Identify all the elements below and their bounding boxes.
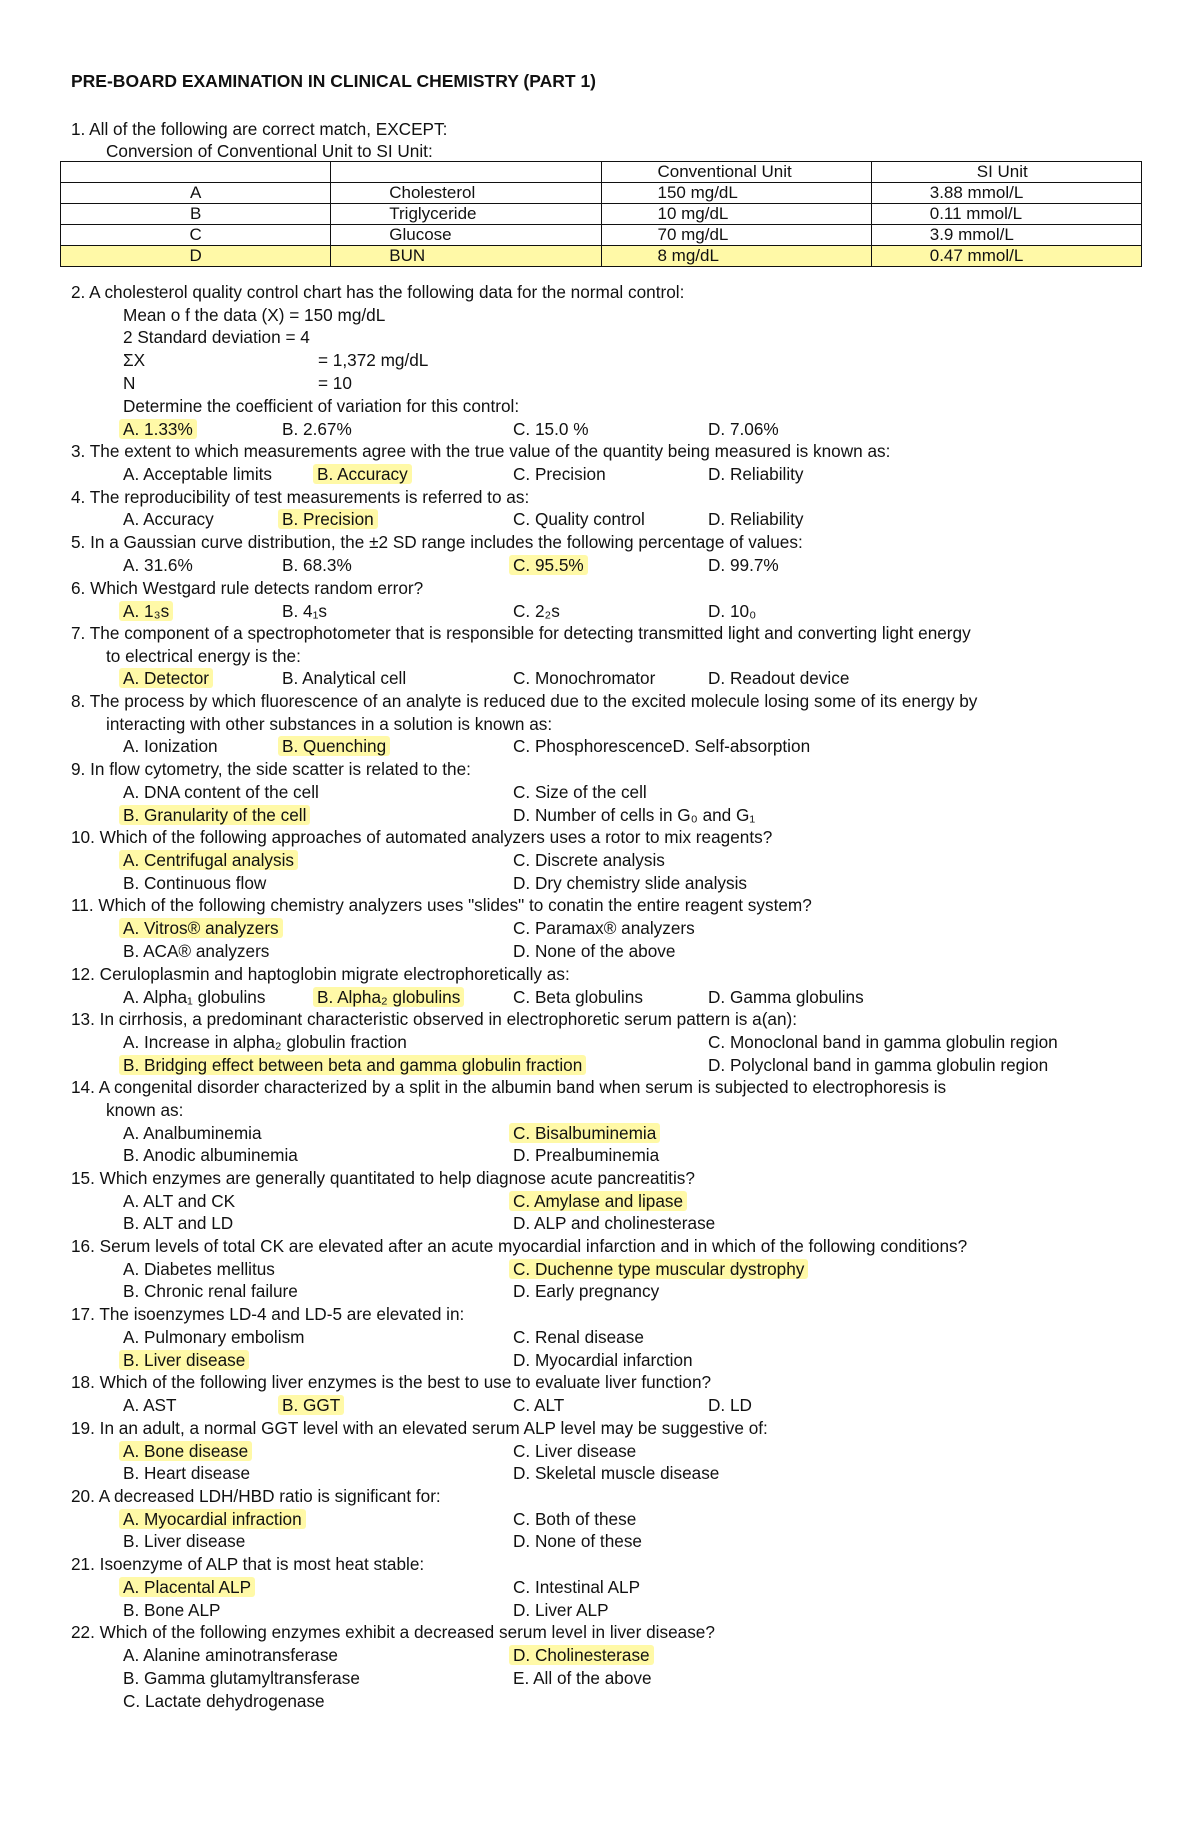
- text-line: [123, 1258, 275, 1280]
- line-text: D. ALP and cholinesterase: [513, 1213, 716, 1233]
- text-line: [513, 1599, 609, 1621]
- highlighted-text: B. Accuracy: [313, 464, 412, 484]
- table-cell: 0.11 mmol/L: [871, 204, 1141, 225]
- text-line: [513, 600, 560, 622]
- text-line: [106, 140, 433, 162]
- text-line: [71, 1621, 715, 1643]
- line-text: A. Pulmonary embolism: [123, 1327, 305, 1347]
- line-text: B. Anodic albuminemia: [123, 1145, 298, 1165]
- table-cell: 8 mg/dL: [601, 246, 871, 267]
- line-text: 9. In flow cytometry, the side scatter is related to the:: [71, 759, 471, 779]
- highlighted-answer-line: [513, 554, 588, 576]
- line-text: B. Chronic renal failure: [123, 1281, 298, 1301]
- highlighted-text: A. Detector: [119, 668, 213, 688]
- line-text: interacting with other substances in a solution is known as:: [106, 714, 553, 734]
- line-text: C. Liver disease: [513, 1441, 637, 1461]
- line-text: B. Continuous flow: [123, 873, 267, 893]
- text-line: [123, 1212, 233, 1234]
- text-line: [708, 986, 864, 1008]
- line-text: C. Precision: [513, 464, 606, 484]
- line-text: A. Acceptable limits: [123, 464, 273, 484]
- table-header-row: [61, 162, 1142, 183]
- table-cell: Cholesterol: [331, 183, 601, 204]
- line-text: A. Ionization: [123, 736, 218, 756]
- text-line: [123, 1190, 235, 1212]
- text-line: [123, 463, 272, 485]
- text-line: [71, 758, 471, 780]
- text-line: [708, 1031, 1058, 1053]
- text-line: [318, 349, 428, 371]
- highlighted-text: A. Bone disease: [119, 1441, 252, 1461]
- highlighted-answer-line: [123, 917, 283, 939]
- text-line: [123, 1462, 250, 1484]
- table-row: [61, 204, 1142, 225]
- highlighted-answer-line: [123, 804, 310, 826]
- line-text: D. Early pregnancy: [513, 1281, 660, 1301]
- text-line: [123, 781, 319, 803]
- text-line: [513, 917, 695, 939]
- line-text: D. 10₀: [708, 601, 757, 621]
- text-line: [123, 304, 385, 326]
- line-text: Conversion of Conventional Unit to SI Unit:: [106, 141, 433, 161]
- line-text: C. Renal disease: [513, 1327, 644, 1347]
- line-text: 8. The process by which fluorescence of an analyte is reduced due to the excited molecule losing some of its energy by: [71, 691, 978, 711]
- text-line: [513, 1576, 640, 1598]
- table-cell: 150 mg/dL: [601, 183, 871, 204]
- line-text: 12. Ceruloplasmin and haptoglobin migrate electrophoretically as:: [71, 964, 570, 984]
- highlighted-answer-line: [123, 1054, 586, 1076]
- text-line: [123, 872, 266, 894]
- line-text: 2. A cholesterol quality control chart has the following data for the normal control:: [71, 282, 685, 302]
- text-line: [106, 645, 301, 667]
- line-text: D. Reliability: [708, 509, 804, 529]
- line-text: 22. Which of the following enzymes exhibit a decreased serum level in liver disease?: [71, 1622, 715, 1642]
- highlighted-answer-line: [513, 1190, 687, 1212]
- line-text: D. 7.06%: [708, 419, 779, 439]
- line-text: D. Skeletal muscle disease: [513, 1463, 720, 1483]
- text-line: [71, 1371, 711, 1393]
- line-text: 13. In cirrhosis, a predominant characteristic observed in electrophoretic serum pattern is a(an):: [71, 1009, 798, 1029]
- text-line: [123, 986, 265, 1008]
- text-line: [513, 1326, 644, 1348]
- text-line: [282, 600, 327, 622]
- line-text: B. Gamma glutamyltransferase: [123, 1668, 360, 1688]
- table-cell: 70 mg/dL: [601, 225, 871, 246]
- table-cell: 3.88 mmol/L: [871, 183, 1141, 204]
- text-line: [708, 600, 756, 622]
- text-line: [71, 486, 529, 508]
- text-line: [71, 440, 890, 462]
- text-line: [123, 940, 269, 962]
- table-header-cell: Conventional Unit: [601, 162, 871, 183]
- line-text: D. Polyclonal band in gamma globulin region: [708, 1055, 1049, 1075]
- text-line: [71, 1303, 464, 1325]
- highlighted-text: A. Centrifugal analysis: [119, 850, 298, 870]
- highlighted-text: C. Amylase and lipase: [509, 1191, 687, 1211]
- line-text: 6. Which Westgard rule detects random error?: [71, 578, 424, 598]
- table-cell: Triglyceride: [331, 204, 601, 225]
- text-line: [123, 326, 310, 348]
- highlighted-answer-line: [317, 463, 412, 485]
- line-text: 14. A congenital disorder characterized by a split in the albumin band when serum is subjected to electrophoresis is: [71, 1077, 947, 1097]
- line-text: D. Number of cells in G₀ and G₁: [513, 805, 756, 825]
- text-line: [513, 1667, 652, 1689]
- text-line: [123, 735, 218, 757]
- text-line: [71, 1417, 768, 1439]
- line-text: 4. The reproducibility of test measurements is referred to as:: [71, 487, 530, 507]
- line-text: C. 2₂s: [513, 601, 560, 621]
- line-text: A. ALT and CK: [123, 1191, 236, 1211]
- highlighted-answer-line: [123, 667, 213, 689]
- line-text: D. Dry chemistry slide analysis: [513, 873, 747, 893]
- table-cell: 3.9 mmol/L: [871, 225, 1141, 246]
- line-text: C. 15.0 %: [513, 419, 589, 439]
- table-row: [61, 183, 1142, 204]
- text-line: [513, 986, 643, 1008]
- text-line: [71, 1235, 967, 1257]
- text-line: [708, 667, 849, 689]
- line-text: C. Beta globulins: [513, 987, 643, 1007]
- text-line: [71, 963, 570, 985]
- table-cell: A: [61, 183, 331, 204]
- text-line: [282, 554, 352, 576]
- table-header-cell: [61, 162, 331, 183]
- text-line: [708, 554, 779, 576]
- highlighted-answer-line: [123, 1508, 306, 1530]
- text-line: [123, 1644, 338, 1666]
- line-text: C. Size of the cell: [513, 782, 647, 802]
- line-text: 19. In an adult, a normal GGT level with an elevated serum ALP level may be suggestive of:: [71, 1418, 768, 1438]
- table-cell: C: [61, 225, 331, 246]
- line-text: C. Monochromator: [513, 668, 656, 688]
- highlighted-answer-line: [513, 1644, 654, 1666]
- line-text: B. 4₁s: [282, 601, 327, 621]
- text-line: [708, 1054, 1048, 1076]
- text-line: [513, 735, 810, 757]
- highlighted-answer-line: [282, 735, 390, 757]
- highlighted-answer-line: [123, 418, 197, 440]
- line-text: B. Analytical cell: [282, 668, 407, 688]
- text-line: [513, 1394, 564, 1416]
- highlighted-answer-line: [282, 1394, 344, 1416]
- text-line: [123, 1144, 298, 1166]
- text-line: [282, 667, 406, 689]
- line-text: 21. Isoenzyme of ALP that is most heat stable:: [71, 1554, 425, 1574]
- text-line: [513, 1349, 693, 1371]
- line-text: Mean o f the data (X) = 150 mg/dL: [123, 305, 386, 325]
- line-text: 18. Which of the following liver enzymes is the best to use to evaluate liver function?: [71, 1372, 712, 1392]
- text-line: [513, 1144, 659, 1166]
- text-line: [71, 1167, 695, 1189]
- text-line: [106, 1099, 183, 1121]
- text-line: [71, 1485, 441, 1507]
- line-text: C. Discrete analysis: [513, 850, 665, 870]
- text-line: [513, 872, 747, 894]
- highlighted-text: B. Quenching: [278, 736, 390, 756]
- conversion-table: [60, 161, 1142, 267]
- line-text: 5. In a Gaussian curve distribution, the ±2 SD range includes the following percentage of values:: [71, 532, 803, 552]
- text-line: [513, 418, 588, 440]
- highlighted-text: A. 1.33%: [119, 419, 197, 439]
- text-line: [71, 1008, 797, 1030]
- text-line: [123, 508, 214, 530]
- line-text: A. DNA content of the cell: [123, 782, 319, 802]
- line-text: D. Reliability: [708, 464, 804, 484]
- line-text: C. PhosphorescenceD. Self-absorption: [513, 736, 811, 756]
- table-row: [61, 225, 1142, 246]
- text-line: [123, 1667, 360, 1689]
- text-line: [708, 463, 804, 485]
- line-text: A. Alanine aminotransferase: [123, 1645, 338, 1665]
- line-text: C. Monoclonal band in gamma globulin region: [708, 1032, 1058, 1052]
- line-text: 1. All of the following are correct match, EXCEPT:: [71, 119, 448, 139]
- text-line: [71, 894, 812, 916]
- text-line: [123, 349, 145, 371]
- line-text: C. Intestinal ALP: [513, 1577, 641, 1597]
- text-line: [123, 1530, 245, 1552]
- table-row-highlighted: [61, 246, 1142, 267]
- highlighted-text: B. Granularity of the cell: [119, 805, 310, 825]
- text-line: [123, 1394, 177, 1416]
- line-text: 17. The isoenzymes LD-4 and LD-5 are elevated in:: [71, 1304, 465, 1324]
- text-line: [282, 418, 352, 440]
- line-text: A. Diabetes mellitus: [123, 1259, 275, 1279]
- highlighted-text: B. Alpha₂ globulins: [313, 987, 464, 1007]
- line-text: B. 68.3%: [282, 555, 352, 575]
- text-line: [513, 1462, 719, 1484]
- text-line: [71, 826, 772, 848]
- text-line: [106, 713, 552, 735]
- text-line: [123, 1599, 220, 1621]
- text-line: [71, 690, 977, 712]
- text-line: [513, 940, 675, 962]
- text-line: [123, 395, 519, 417]
- text-line: [513, 781, 647, 803]
- table-cell: 0.47 mmol/L: [871, 246, 1141, 267]
- text-line: [513, 1508, 636, 1530]
- line-text: D. None of these: [513, 1531, 642, 1551]
- highlighted-text: A. Vitros® analyzers: [119, 918, 283, 938]
- text-line: [123, 1122, 262, 1144]
- text-line: [513, 1280, 659, 1302]
- text-line: [708, 508, 804, 530]
- line-text: known as:: [106, 1100, 184, 1120]
- highlighted-text: B. Bridging effect between beta and gamma globulin fraction: [119, 1055, 586, 1075]
- line-text: 20. A decreased LDH/HBD ratio is significant for:: [71, 1486, 441, 1506]
- line-text: D. Gamma globulins: [708, 987, 864, 1007]
- table-header-cell: [331, 162, 601, 183]
- page-title: PRE-BOARD EXAMINATION IN CLINICAL CHEMISTRY (PART 1): [71, 71, 597, 91]
- line-text: ΣX: [123, 350, 146, 370]
- line-text: B. Heart disease: [123, 1463, 251, 1483]
- text-line: [708, 418, 779, 440]
- table-cell: D: [61, 246, 331, 267]
- table-cell: BUN: [331, 246, 601, 267]
- table-cell: B: [61, 204, 331, 225]
- text-line: [123, 1031, 407, 1053]
- line-text: N: [123, 373, 136, 393]
- text-line: [71, 1076, 946, 1098]
- highlighted-text: B. GGT: [278, 1395, 344, 1415]
- text-line: [513, 849, 665, 871]
- text-line: [71, 577, 423, 599]
- highlighted-text: D. Cholinesterase: [509, 1645, 654, 1665]
- line-text: D. LD: [708, 1395, 752, 1415]
- text-line: [513, 508, 645, 530]
- table-header-cell: SI Unit: [871, 162, 1141, 183]
- highlighted-answer-line: [513, 1258, 808, 1280]
- line-text: D. None of the above: [513, 941, 676, 961]
- highlighted-text: B. Precision: [278, 509, 378, 529]
- text-line: [513, 1530, 642, 1552]
- highlighted-text: A. 1₃s: [119, 601, 173, 621]
- highlighted-answer-line: [513, 1122, 660, 1144]
- line-text: C. Paramax® analyzers: [513, 918, 695, 938]
- line-text: D. Readout device: [708, 668, 850, 688]
- line-text: C. ALT: [513, 1395, 565, 1415]
- line-text: A. Accuracy: [123, 509, 214, 529]
- line-text: D. Liver ALP: [513, 1600, 609, 1620]
- text-line: [71, 531, 803, 553]
- text-line: [318, 372, 352, 394]
- text-line: [513, 463, 606, 485]
- line-text: A. Alpha₁ globulins: [123, 987, 266, 1007]
- text-line: [71, 281, 684, 303]
- line-text: A. Increase in alpha₂ globulin fraction: [123, 1032, 407, 1052]
- text-line: [71, 622, 971, 644]
- line-text: 10. Which of the following approaches of automated analyzers uses a rotor to mix reagents?: [71, 827, 773, 847]
- line-text: 16. Serum levels of total CK are elevated after an acute myocardial infarction and in which of the following conditions?: [71, 1236, 968, 1256]
- text-line: [71, 1553, 424, 1575]
- highlighted-answer-line: [123, 1576, 255, 1598]
- highlighted-answer-line: [123, 849, 298, 871]
- line-text: A. 31.6%: [123, 555, 193, 575]
- text-line: [123, 372, 135, 394]
- line-text: C. Lactate dehydrogenase: [123, 1691, 325, 1711]
- highlighted-text: B. Liver disease: [119, 1350, 249, 1370]
- line-text: C. Quality control: [513, 509, 645, 529]
- highlighted-answer-line: [282, 508, 378, 530]
- line-text: B. ALT and LD: [123, 1213, 234, 1233]
- highlighted-text: C. Bisalbuminemia: [509, 1123, 660, 1143]
- highlighted-text: C. 95.5%: [509, 555, 588, 575]
- line-text: = 1,372 mg/dL: [318, 350, 429, 370]
- line-text: 3. The extent to which measurements agree with the true value of the quantity being measured is known as:: [71, 441, 891, 461]
- text-line: [123, 554, 193, 576]
- line-text: = 10: [318, 373, 352, 393]
- line-text: D. Myocardial infarction: [513, 1350, 693, 1370]
- highlighted-text: A. Myocardial infraction: [119, 1509, 306, 1529]
- line-text: B. Liver disease: [123, 1531, 246, 1551]
- line-text: B. 2.67%: [282, 419, 352, 439]
- line-text: Determine the coefficient of variation for this control:: [123, 396, 520, 416]
- line-text: C. Both of these: [513, 1509, 637, 1529]
- line-text: D. 99.7%: [708, 555, 779, 575]
- line-text: B. ACA® analyzers: [123, 941, 270, 961]
- highlighted-answer-line: [317, 986, 464, 1008]
- text-line: [513, 1440, 636, 1462]
- line-text: 11. Which of the following chemistry analyzers uses "slides" to conatin the entire reagent system?: [71, 895, 812, 915]
- line-text: to electrical energy is the:: [106, 646, 301, 666]
- line-text: E. All of the above: [513, 1668, 652, 1688]
- text-line: [513, 667, 655, 689]
- line-text: 2 Standard deviation = 4: [123, 327, 310, 347]
- text-line: [71, 118, 447, 140]
- table-cell: Glucose: [331, 225, 601, 246]
- highlighted-answer-line: [123, 600, 173, 622]
- line-text: 15. Which enzymes are generally quantitated to help diagnose acute pancreatitis?: [71, 1168, 695, 1188]
- text-line: [123, 1280, 298, 1302]
- table-cell: 10 mg/dL: [601, 204, 871, 225]
- line-text: D. Prealbuminemia: [513, 1145, 660, 1165]
- highlighted-text: A. Placental ALP: [119, 1577, 255, 1597]
- highlighted-text: C. Duchenne type muscular dystrophy: [509, 1259, 808, 1279]
- text-line: [513, 804, 755, 826]
- text-line: [708, 1394, 752, 1416]
- text-line: [123, 1690, 325, 1712]
- line-text: A. AST: [123, 1395, 177, 1415]
- line-text: A. Analbuminemia: [123, 1123, 262, 1143]
- highlighted-answer-line: [123, 1349, 249, 1371]
- text-line: [123, 1326, 304, 1348]
- highlighted-answer-line: [123, 1440, 252, 1462]
- text-line: [513, 1212, 715, 1234]
- line-text: 7. The component of a spectrophotometer that is responsible for detecting transmitted light and converting light energy: [71, 623, 971, 643]
- line-text: B. Bone ALP: [123, 1600, 221, 1620]
